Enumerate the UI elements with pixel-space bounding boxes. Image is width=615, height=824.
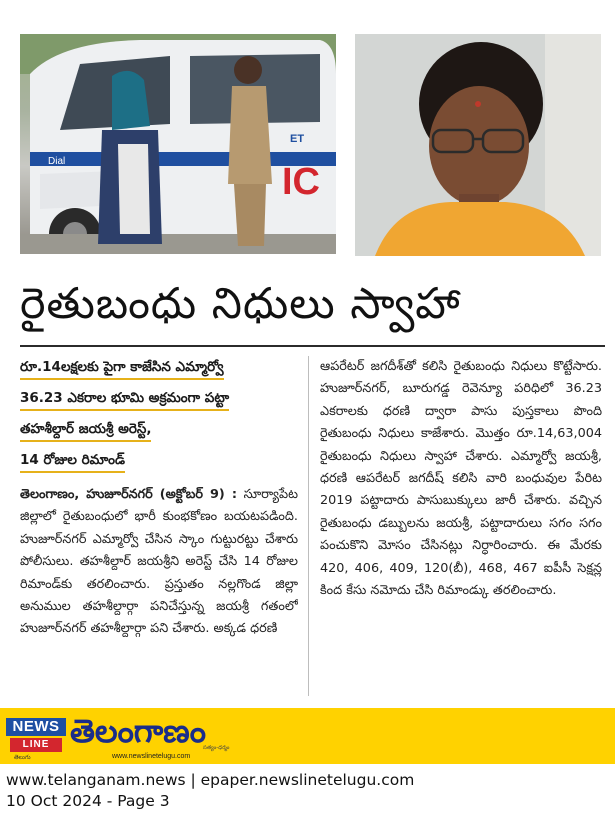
subheadline-2: 36.23 ఎకరాల భూమి అక్రమంగా పట్టా <box>20 388 229 411</box>
photo-arrest-scene <box>20 34 336 254</box>
footer-sites: www.telanganam.news | epaper.newslinetelugu.com <box>6 771 415 789</box>
newsline-logo-top: NEWS <box>6 718 66 736</box>
subheadline-list <box>20 356 290 480</box>
brand-tagline: సత్యం-ధర్మం <box>203 745 230 751</box>
telanganam-brand: తెలంగాణం <box>70 712 206 750</box>
subheadline-1: రూ.14లక్షలకు పైగా కాజేసిన ఎమ్మార్వో <box>20 357 224 380</box>
subheadline-4: 14 రోజుల రిమాండ్ <box>20 450 125 473</box>
column-divider <box>308 356 309 696</box>
photo-portrait-jayasri <box>355 34 601 256</box>
subheadline-3: తహశీల్దార్ జయశ్రీ అరెస్ట్, <box>20 419 151 442</box>
article-dateline: తెలంగాణం, హుజూర్‌నగర్ (అక్టోబర్ 9) : <box>20 487 237 502</box>
newsline-logo <box>6 718 66 754</box>
car-label-ic: IC <box>282 161 320 203</box>
newsline-logo-bottom: LINE <box>10 738 62 752</box>
portrait-illustration <box>355 34 601 256</box>
car-label-et: ET <box>290 133 305 145</box>
article-body-left-text: సూర్యాపేట జిల్లాలో రైతుబంధులో భారీ కుంభకోణం బయటపడింది. హుజూర్‌నగర్ ఎమ్మార్వో చేసిన స్కాం గుట్టురట్టు చేశారు పోలీసులు. తహశీల్దార్ జయశ్రీని అరెస్ట్ చేసి 14 రోజుల రిమాండ్‌కు తరలించారు. ప్రస్తుతం నల్లగొండ జిల్లా అనుముల తహశీల్దార్గా పనిచేస్తున్న జయశ్రీ గతంలో హుజూర్‌నగర్ తహశీల్దార్గా పని చేశారు. అక్కడ ధరణి <box>20 487 298 637</box>
brand-url: www.newslinetelugu.com <box>112 753 191 760</box>
article-body-left <box>20 484 298 698</box>
footer-edition: 10 Oct 2024 - Page 3 <box>6 792 170 810</box>
arrest-scene-illustration <box>20 34 336 254</box>
article-headline: రైతుబంధు నిధులు స్వాహా <box>20 279 461 329</box>
headline-divider <box>20 345 605 347</box>
newsline-logo-sub: తెలుగు <box>14 754 31 761</box>
footer <box>6 770 414 812</box>
car-label-dial: Dial <box>48 156 66 167</box>
article-body-right: ఆపరేటర్ జగదీశ్‌తో కలిసి రైతుబంధు నిధులు కొట్టేసారు. హుజూర్‌నగర్, బూరుగడ్డ రెవెన్యూ పరిధిలో 36.23 ఎకరాలకు ధరణి ద్వారా పాసు పుస్తకాలు పొంది రైతుబంధు నిధులు కాజేశారు. మొత్తం రూ.14,63,004 రైతుబంధు నిధులు స్వాహా చేశారు. ఎమ్మార్వో జయశ్రీ, ధరణి ఆపరేటర్ జగదీష్ కలిసి వారి బంధువుల పేరిట 2019 పట్టాదారు పాసుబుక్కులు జారీ చేశారు. వచ్చిన రైతుబంధు డబ్బులను జయశ్రీ, పట్టాదారులు సగం సగం పంచుకొని మోసం చేసినట్లు నిర్ధారించారు. ఈ మేరకు 420, 406, 409, 120(బీ), 468, 467 ఐపీసీ సెక్షన్ల కింద కేసు నమోదు చేసి రిమాండ్కు తరలించారు. <box>320 359 602 599</box>
